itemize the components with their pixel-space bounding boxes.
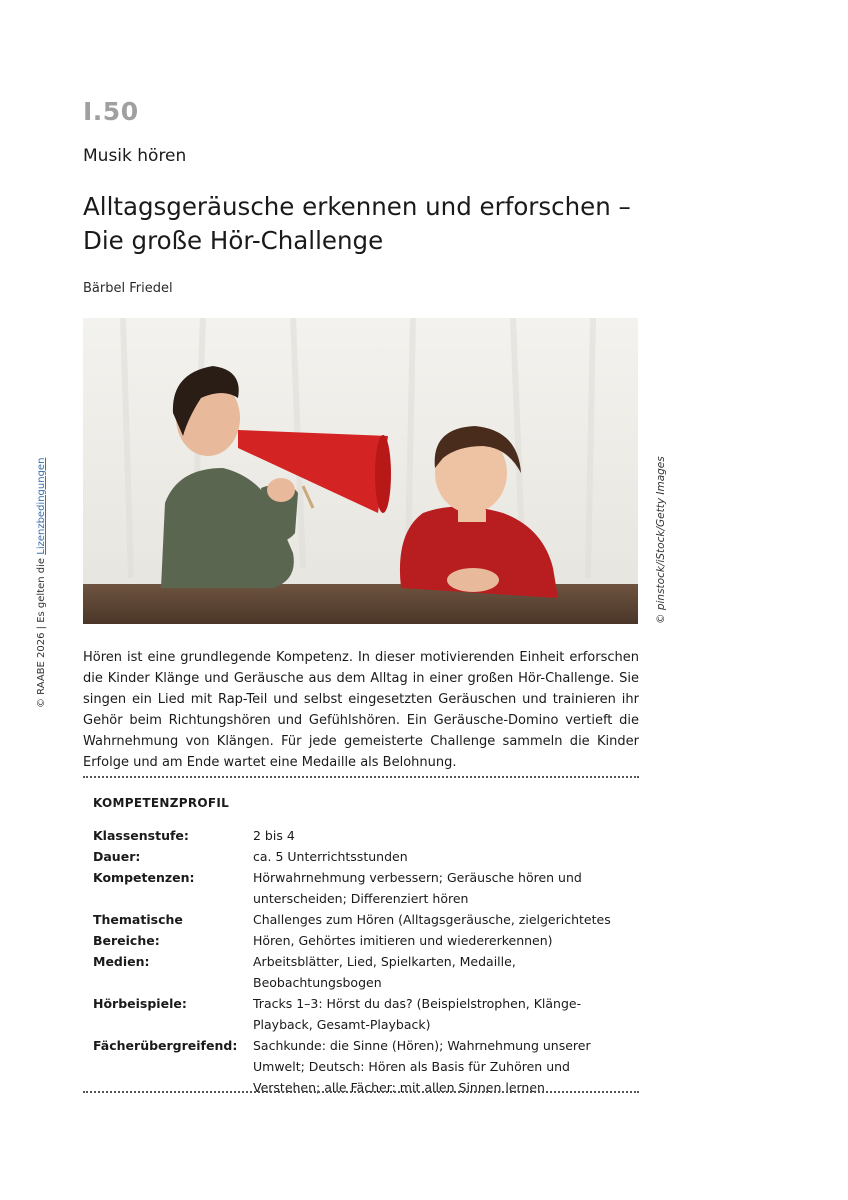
cover-photo bbox=[83, 318, 638, 624]
license-link[interactable]: Lizenzbedingungen bbox=[36, 457, 47, 555]
license-text: © RAABE 2026 | Es gelten die bbox=[36, 554, 47, 708]
kp-value: 2 bis 4 bbox=[253, 828, 295, 843]
kp-value: Challenges zum Hören (Alltagsgeräusche, zielgerichtetes Hören, Gehörtes imitieren und wiedererkennen) bbox=[253, 912, 611, 948]
divider-bottom bbox=[83, 1091, 639, 1093]
photo-credit: © pinstock/iStock/Getty Images bbox=[655, 456, 667, 624]
divider-top bbox=[83, 776, 639, 778]
author: Bärbel Friedel bbox=[83, 281, 173, 296]
kp-value: Hörwahrnehmung verbessern; Geräusche hören und unterscheiden; Differenziert hören bbox=[253, 870, 582, 906]
title-line-1: Alltagsgeräusche erkennen und erforschen – bbox=[83, 192, 631, 221]
kp-label: Dauer: bbox=[93, 849, 141, 864]
kp-row-hoerbeispiele bbox=[93, 993, 638, 1035]
kp-row-faecheruebergreifend bbox=[93, 1035, 638, 1098]
subject-heading: Musik hören bbox=[83, 146, 187, 166]
kompetenzprofil-heading: KOMPETENZPROFIL bbox=[93, 796, 230, 810]
kp-row-kompetenzen bbox=[93, 867, 638, 909]
intro-paragraph: Hören ist eine grundlegende Kompetenz. In dieser motivierenden Einheit erforschen die Kinder Klänge und Geräusche aus dem Alltag in einer großen Hör-Challenge. Sie singen ein Lied mit Rap-Teil und selbst eingesetzten Geräuschen und trainieren ihr Gehör beim Richtungshören und Gefühlshören. Ein Geräusche-Domino vertieft die Wahrnehmung von Klängen. Für jede gemeisterte Challenge sammeln die Kinder Erfolge und am Ende wartet eine Medaille als Belohnung. bbox=[83, 650, 639, 770]
kp-row-klassenstufe bbox=[93, 825, 638, 846]
kp-row-thematische-bereiche bbox=[93, 909, 638, 951]
title-line-2: Die große Hör-Challenge bbox=[83, 226, 384, 255]
kp-value: ca. 5 Unterrichtsstunden bbox=[253, 849, 408, 864]
license-sidebar bbox=[36, 458, 47, 708]
kp-row-medien bbox=[93, 951, 638, 993]
kp-row-dauer bbox=[93, 846, 638, 867]
kp-label: Thematische Bereiche: bbox=[93, 912, 183, 948]
kp-label: Hörbeispiele: bbox=[93, 996, 187, 1011]
kp-label: Fächerübergreifend: bbox=[93, 1038, 238, 1053]
kp-value: Arbeitsblätter, Lied, Spielkarten, Medaille, Beobachtungsbogen bbox=[253, 954, 516, 990]
kompetenzprofil-table bbox=[93, 825, 638, 1098]
kp-label: Kompetenzen: bbox=[93, 870, 195, 885]
chapter-number: I.50 bbox=[83, 97, 139, 126]
kp-value: Tracks 1–3: Hörst du das? (Beispielstrophen, Klänge-Playback, Gesamt-Playback) bbox=[253, 996, 582, 1032]
kp-label: Medien: bbox=[93, 954, 150, 969]
kp-label: Klassenstufe: bbox=[93, 828, 189, 843]
kp-value: Sachkunde: die Sinne (Hören); Wahrnehmung unserer Umwelt; Deutsch: Hören als Basis für Zuhören und Verstehen; alle Fächer: mit allen Sinnen lernen bbox=[253, 1038, 591, 1095]
page-title bbox=[83, 190, 631, 258]
